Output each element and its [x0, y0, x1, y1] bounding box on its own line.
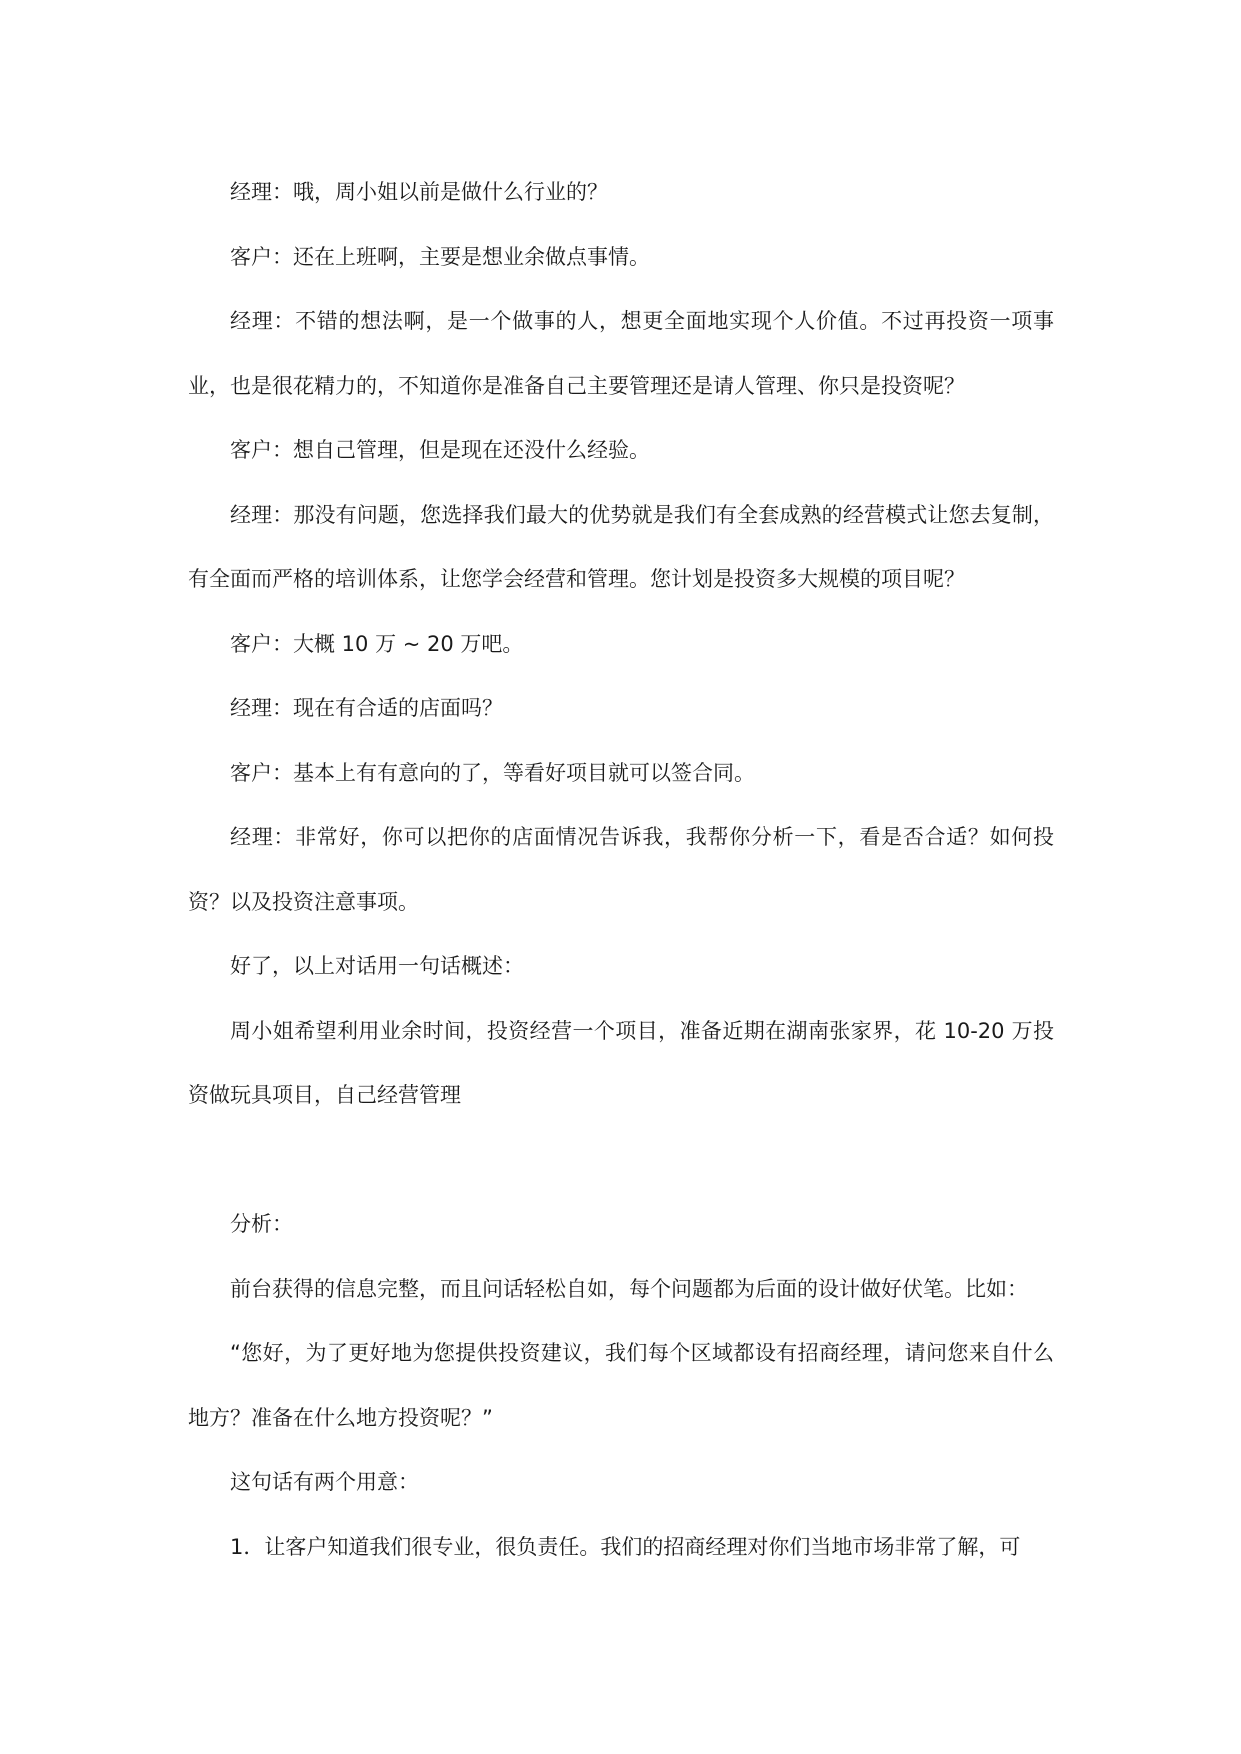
dialogue-paragraph-1: 经理：哦，周小姐以前是做什么行业的？	[230, 180, 608, 204]
analysis-list-item-1: 1．让客户知道我们很专业，很负责任。我们的招商经理对你们当地市场非常了解，可	[230, 1534, 1021, 1559]
dialogue-paragraph-6: 客户：大概 10 万 ~ 20 万吧。	[230, 631, 524, 656]
analysis-heading: 分析：	[230, 1212, 293, 1236]
dialogue-paragraph-5: 经理：那没有问题，您选择我们最大的优势就是我们有全套成熟的经营模式让您去复制，有全面而严格的培训体系，让您学会经营和管理。您计划是投资多大规模的项目呢？	[188, 502, 1054, 591]
blank-line	[188, 1128, 1054, 1193]
dialogue-paragraph-3: 经理：不错的想法啊，是一个做事的人，想更全面地实现个人价值。不过再投资一项事业，也是很花精力的，不知道你是准备自己主要管理还是请人管理、你只是投资呢？	[188, 309, 1054, 398]
dialogue-paragraph-8: 客户：基本上有有意向的了，等看好项目就可以签合同。	[230, 760, 755, 785]
analysis-paragraph-2: 这句话有两个用意：	[230, 1470, 419, 1494]
summary-paragraph: 周小姐希望利用业余时间，投资经营一个项目，准备近期在湖南张家界，花 10-20 万投资做玩具项目，自己经营管理	[188, 1018, 1054, 1107]
dialogue-paragraph-7: 经理：现在有合适的店面吗？	[230, 696, 503, 720]
analysis-paragraph-1: 前台获得的信息完整，而且问话轻松自如，每个问题都为后面的设计做好伏笔。比如：	[230, 1276, 1028, 1301]
document-body	[188, 160, 1054, 1579]
analysis-quote: “您好，为了更好地为您提供投资建议，我们每个区域都设有招商经理，请问您来自什么地方？准备在什么地方投资呢？”	[188, 1341, 1054, 1430]
dialogue-paragraph-9: 经理：非常好，你可以把你的店面情况告诉我，我帮你分析一下，看是否合适？如何投资？以及投资注意事项。	[188, 825, 1054, 914]
summary-intro-paragraph: 好了，以上对话用一句话概述：	[230, 954, 524, 978]
dialogue-paragraph-4: 客户：想自己管理，但是现在还没什么经验。	[230, 438, 650, 462]
dialogue-paragraph-2: 客户：还在上班啊，主要是想业余做点事情。	[230, 244, 650, 269]
